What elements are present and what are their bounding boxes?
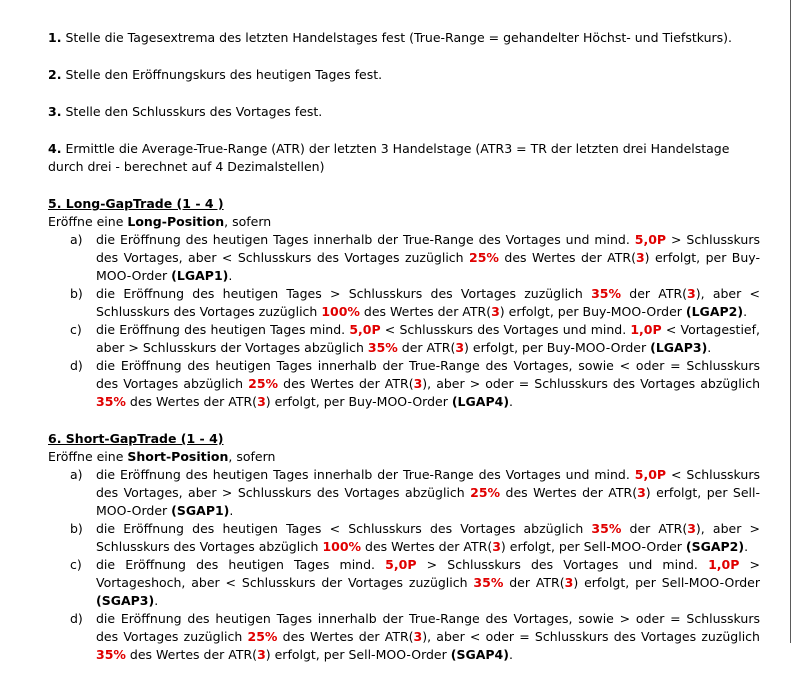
item-text: des Wertes der ATR( [500, 485, 638, 500]
item-text: . [509, 394, 514, 409]
item-text: des Wertes der ATR( [278, 376, 414, 391]
item-text: die Eröffnung des heutigen Tages innerhalb der True-Range des Vortages, sowie < oder = Schlusskurs des Vortages abzüglich [96, 358, 760, 391]
highlight-value: 35% [591, 286, 622, 301]
item-text: ) erfolgt, per Sell-MOO-Order [265, 647, 451, 662]
item-text: die Eröffnung des heutigen Tages innerhalb der True-Range des Vortages und mind. [96, 232, 635, 247]
item-text: ) erfolgt, per Buy-MOO-Order [499, 304, 686, 319]
highlight-value: 3 [564, 575, 574, 590]
step-2 [48, 66, 760, 84]
highlight-value: 3 [455, 340, 465, 355]
highlight-value: 3 [257, 394, 266, 409]
item-text: die Eröffnung des heutigen Tages innerhalb der True-Range des Vortages, sowie > oder = Schlusskurs des Vortages zuzüglich [96, 611, 760, 644]
highlight-value: 1,0P [708, 557, 740, 572]
short-conditions-list [48, 466, 760, 664]
page-edge-line [790, 0, 791, 643]
highlight-value: 5,0P [634, 232, 667, 247]
order-code: (LGAP4) [451, 394, 510, 409]
item-text: ) erfolgt, per Buy-MOO-Order [265, 394, 452, 409]
highlight-value: 3 [257, 647, 266, 662]
list-marker: b) [70, 521, 83, 536]
step-text: Ermittle die Average-True-Range (ATR) der letzten 3 Handelstage (ATR3 = TR der letzten drei Handelstage durch drei - berechnet auf 4 Dezimalstellen) [48, 141, 730, 174]
item-text: die Eröffnung des heutigen Tages innerhalb der True-Range des Vortages und mind. [96, 467, 635, 482]
list-marker: d) [70, 358, 83, 373]
list-marker: c) [70, 322, 82, 337]
list-marker: c) [70, 557, 82, 572]
step-text: Stelle den Schlusskurs des Vortages fest. [65, 104, 323, 119]
long-section-intro [48, 213, 760, 231]
highlight-value: 3 [492, 539, 501, 554]
item-text: ) erfolgt, per Sell-MOO-Order [96, 485, 760, 518]
item-text: > Vortageshoch, aber < Schlusskurs der Vortages zuzüglich [96, 557, 760, 590]
item-text: . [508, 647, 513, 662]
short-section-title: 6. Short-GapTrade (1 - 4) [48, 431, 224, 446]
list-marker: b) [70, 286, 83, 301]
highlight-value: 100% [322, 539, 362, 554]
long-section-title: 5. Long-GapTrade (1 - 4 ) [48, 196, 224, 211]
item-text: ), aber > Schlusskurs des Vortages abzüglich [96, 521, 760, 554]
highlight-value: 5,0P [349, 322, 381, 337]
item-text: . [743, 304, 748, 319]
item-text: des Wertes der ATR( [361, 539, 493, 554]
list-marker: d) [70, 611, 83, 626]
item-text: < Vortagestief, aber > Schlusskurs der Vortages abzüglich [96, 322, 760, 355]
step-text: Stelle den Eröffnungskurs des heutigen Tages fest. [65, 67, 383, 82]
highlight-value: 35% [367, 340, 398, 355]
highlight-value: 3 [637, 485, 646, 500]
step-number: 2. [48, 67, 62, 82]
long-conditions-list [48, 231, 760, 411]
highlight-value: 3 [687, 521, 696, 536]
item-text: . [707, 340, 712, 355]
intro-text: Eröffne eine [48, 214, 128, 229]
highlight-value: 35% [473, 575, 504, 590]
document-page[interactable] [48, 29, 760, 683]
highlight-value: 3 [491, 304, 500, 319]
step-3 [48, 103, 760, 121]
item-text: . [154, 593, 159, 608]
list-item [48, 610, 760, 664]
item-text: < Schlusskurs des Vortages und mind. [380, 322, 631, 337]
order-code: (LGAP2) [685, 304, 744, 319]
list-marker: a) [70, 467, 83, 482]
highlight-value: 25% [247, 629, 278, 644]
order-code: (SGAP2) [685, 539, 745, 554]
item-text: . [744, 539, 749, 554]
item-text: die Eröffnung des heutigen Tages > Schlusskurs des Vortages zuzüglich [96, 286, 592, 301]
highlight-value: 5,0P [385, 557, 417, 572]
step-number: 3. [48, 104, 62, 119]
item-text: der ATR( [621, 286, 688, 301]
intro-text: , sofern [224, 214, 272, 229]
item-text: ), aber < oder = Schlusskurs des Vortages zuzüglich [422, 629, 760, 644]
list-item [48, 520, 760, 556]
item-text: die Eröffnung des heutigen Tages mind. [96, 322, 350, 337]
item-text: der ATR( [621, 521, 688, 536]
item-text: des Wertes der ATR( [277, 629, 414, 644]
short-section-intro [48, 448, 760, 466]
highlight-value: 25% [470, 485, 501, 500]
item-text: > Schlusskurs des Vortages und mind. [416, 557, 709, 572]
intro-position: Short-Position [127, 449, 229, 464]
order-code: (SGAP3) [96, 593, 155, 608]
list-item [48, 321, 760, 357]
list-item [48, 556, 760, 610]
highlight-value: 3 [687, 286, 696, 301]
item-text: die Eröffnung des heutigen Tages mind. [96, 557, 386, 572]
highlight-value: 5,0P [634, 467, 667, 482]
item-text: . [229, 503, 234, 518]
highlight-value: 25% [469, 250, 499, 265]
item-text: des Wertes der ATR( [125, 647, 258, 662]
item-text: ), aber > oder = Schlusskurs des Vortages abzüglich [422, 376, 760, 391]
list-item [48, 231, 760, 285]
item-text: ) erfolgt, per Sell-MOO-Order [573, 575, 760, 590]
item-text: die Eröffnung des heutigen Tages < Schlusskurs des Vortages abzüglich [96, 521, 592, 536]
step-1 [48, 29, 760, 47]
step-number: 4. [48, 141, 62, 156]
item-text: ) erfolgt, per Sell-MOO-Order [500, 539, 686, 554]
highlight-value: 35% [591, 521, 622, 536]
item-text: > Schlusskurs des Vortages, aber < Schlusskurs des Vortages zuzüglich [96, 232, 760, 265]
item-text: des Wertes der ATR( [125, 394, 258, 409]
intro-text: Eröffne eine [48, 449, 128, 464]
highlight-value: 1,0P [630, 322, 662, 337]
item-text: der ATR( [397, 340, 456, 355]
highlight-value: 3 [413, 629, 423, 644]
highlight-value: 100% [321, 304, 360, 319]
highlight-value: 35% [96, 394, 126, 409]
item-text: < Schlusskurs des Vortages, aber > Schlusskurs des Vortages abzüglich [96, 467, 760, 500]
item-text: ) erfolgt, per Buy-MOO-Order [464, 340, 651, 355]
highlight-value: 3 [413, 376, 423, 391]
step-text: Stelle die Tagesextrema des letzten Handelstages fest (True-Range = gehandelter Höchst- und Tiefstkurs). [65, 30, 733, 45]
item-text: . [228, 268, 233, 283]
list-item [48, 285, 760, 321]
highlight-value: 35% [96, 647, 126, 662]
item-text: ) erfolgt, per Buy-MOO-Order [96, 250, 760, 283]
order-code: (LGAP1) [171, 268, 229, 283]
list-item [48, 357, 760, 411]
intro-position: Long-Position [127, 214, 225, 229]
order-code: (LGAP3) [650, 340, 708, 355]
step-number: 1. [48, 30, 62, 45]
item-text: ), aber < Schlusskurs des Vortages zuzüglich [96, 286, 760, 319]
intro-text: , sofern [228, 449, 276, 464]
step-4 [48, 140, 760, 176]
list-item [48, 466, 760, 520]
item-text: des Wertes der ATR( [498, 250, 636, 265]
item-text: des Wertes der ATR( [359, 304, 492, 319]
highlight-value: 3 [635, 250, 645, 265]
highlight-value: 25% [248, 376, 279, 391]
order-code: (SGAP4) [450, 647, 509, 662]
list-marker: a) [70, 232, 83, 247]
order-code: (SGAP1) [171, 503, 230, 518]
item-text: der ATR( [503, 575, 565, 590]
